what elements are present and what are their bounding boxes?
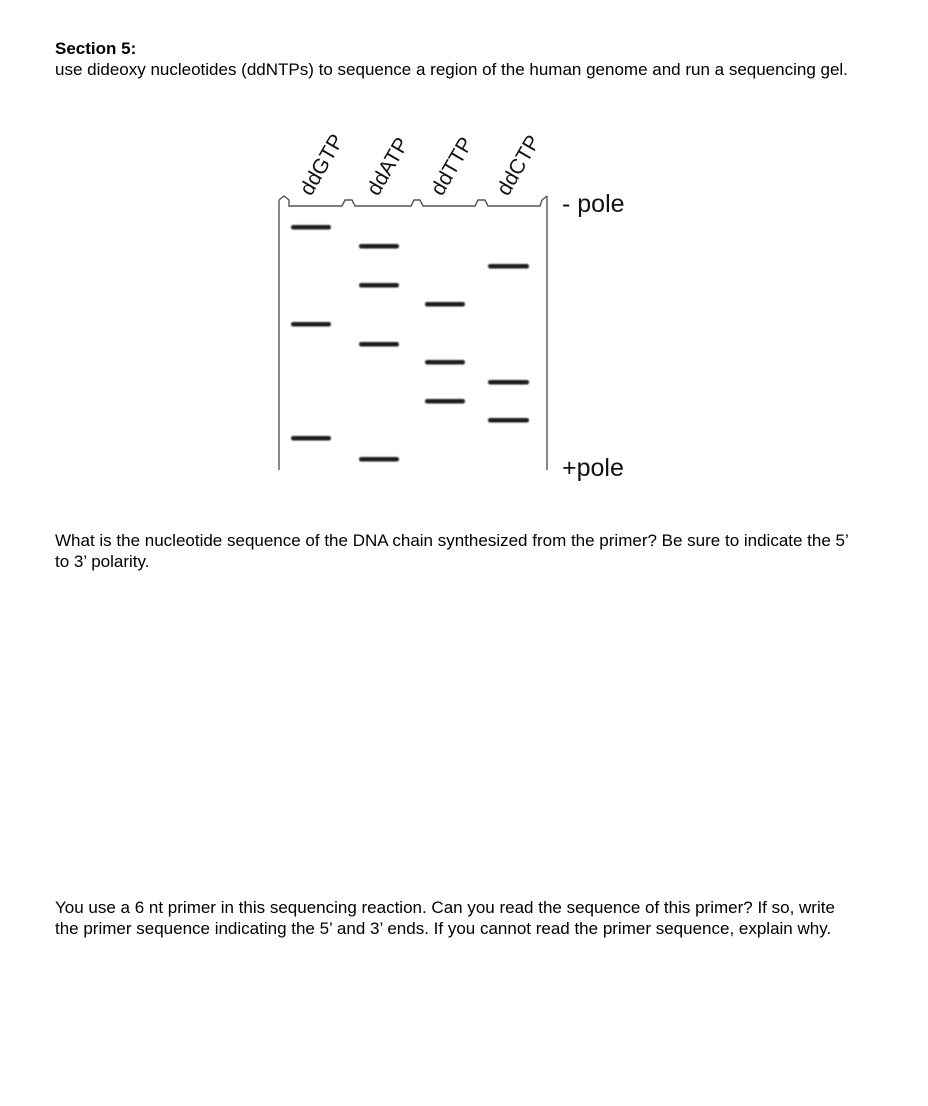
band-ddttp-2 — [425, 360, 465, 365]
lane-label-ddgtp: ddGTP — [295, 130, 349, 200]
band-ddgtp-1 — [291, 225, 331, 230]
lane-label-ddttp: ddTTP — [426, 133, 478, 200]
lane-label-ddatp: ddATP — [362, 133, 414, 200]
question-2: You use a 6 nt primer in this sequencing reaction. Can you read the sequence of this primer? If so, write the primer sequence indicating the 5’ and 3’ ends. If you cannot read the primer sequence, explain why. — [55, 898, 835, 938]
gel-wells — [279, 196, 547, 206]
band-ddctp-1 — [488, 264, 529, 269]
sequencing-gel-figure — [0, 0, 928, 500]
band-ddatp-2 — [359, 283, 399, 288]
band-ddatp-4 — [359, 457, 399, 462]
positive-pole-label: +pole — [562, 454, 624, 482]
band-ddttp-3 — [425, 399, 465, 404]
section-description: use dideoxy nucleotides (ddNTPs) to sequence a region of the human genome and run a sequencing gel. — [55, 60, 848, 79]
gel-outline — [279, 196, 547, 470]
question-1: What is the nucleotide sequence of the DNA chain synthesized from the primer? Be sure to indicate the 5’ to 3’ polarity. — [55, 531, 849, 571]
band-ddgtp-2 — [291, 322, 331, 327]
sequencing-gel-svg — [0, 0, 928, 500]
band-ddatp-1 — [359, 244, 399, 249]
gel-bands — [291, 225, 529, 462]
band-ddctp-2 — [488, 380, 529, 385]
section-title: Section 5: — [55, 39, 137, 58]
band-ddttp-1 — [425, 302, 465, 307]
band-ddctp-3 — [488, 418, 529, 423]
lane-label-ddctp: ddCTP — [492, 131, 546, 200]
band-ddatp-3 — [359, 342, 399, 347]
negative-pole-label: - pole — [562, 190, 625, 218]
band-ddgtp-3 — [291, 436, 331, 441]
